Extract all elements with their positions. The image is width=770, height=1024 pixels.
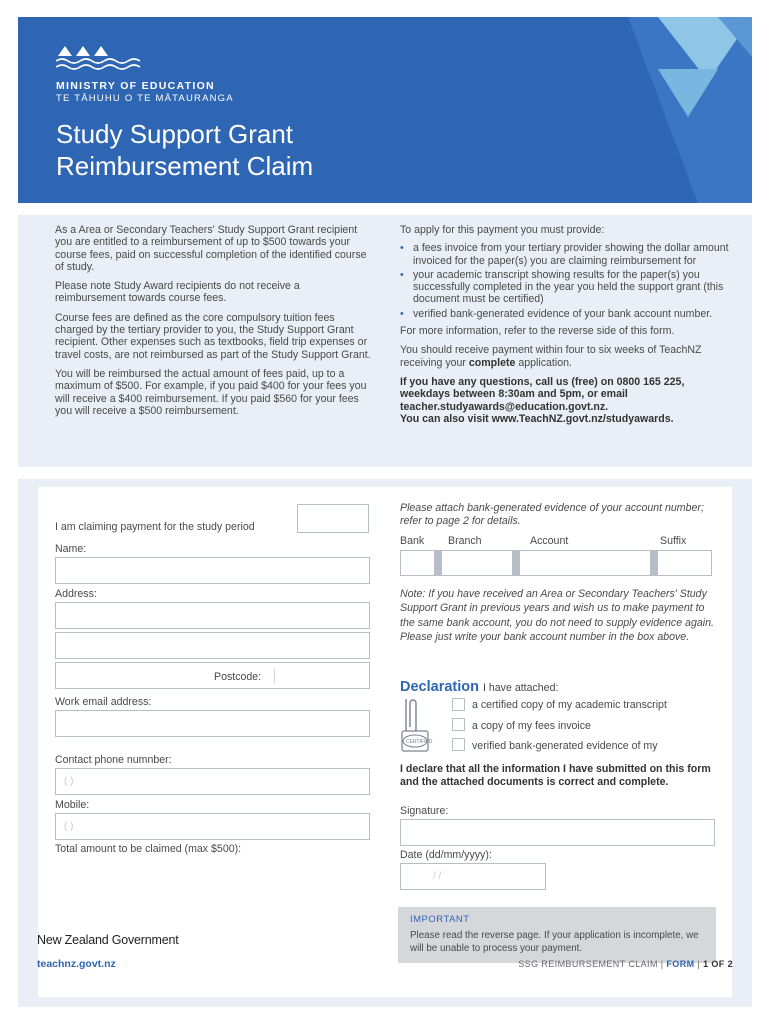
form-inner [38, 487, 732, 997]
info-left-column [55, 224, 373, 424]
ministry-logo-icon [56, 44, 146, 80]
bank-separator [435, 550, 441, 576]
transcript-label: a certified copy of my academic transcript [472, 699, 667, 711]
date-field[interactable] [400, 863, 546, 890]
intro-paragraph: Please note Study Award recipients do not receive a reimbursement towards course fees. [55, 280, 300, 305]
mobile-field[interactable] [55, 813, 370, 840]
bank-header: Bank [400, 535, 425, 547]
address-label: Address: [55, 588, 97, 600]
important-box [398, 907, 716, 963]
prior-account-note: Note: If you have received an Area or Secondary Teachers' Study Support Grant in previous years and wish us to make payment to the same bank account, you do not need to supply evidence again. Please just write your bank account number in the box above. [400, 588, 714, 644]
info-right-column [400, 224, 730, 425]
title-line-2: Reimbursement Claim [56, 151, 314, 181]
transcript-checkbox[interactable] [452, 698, 465, 711]
certified-stamp-text: CERTIFIED [406, 739, 433, 745]
suffix-header: Suffix [660, 535, 687, 547]
name-label: Name: [55, 543, 87, 555]
address-field-1[interactable] [55, 602, 370, 629]
signature-field[interactable] [400, 819, 715, 846]
form-panel [18, 479, 752, 1007]
requirement-item: • a fees invoice from your tertiary provider showing the dollar amount invoiced for the paper(s) you are claiming reimbursement for [400, 242, 729, 267]
contact-text: If you have any questions, call us (free) on 0800 165 225, weekdays between 8:30am and 5pm, or email teacher.studyawards@education.govt.nz. [400, 375, 685, 413]
intro-paragraph: Course fees are defined as the core compulsory tuition fees charged by the tertiary provider to you, the Study Support Grant recipient. Other expenses such as textbooks, field trip expenses or travel costs, are not reimbursed as part of the Study Support Grant. [55, 311, 371, 361]
work-email-label: Work email address: [55, 696, 152, 708]
signature-label: Signature: [400, 805, 449, 817]
intro-paragraph: You will be reimbursed the actual amount of fees paid, up to a maximum of $500. For example, if you paid $400 for your fees you will receive a $400 reimbursement. If you paid $560 for your fees you will receive a $500 reimbursement. [55, 367, 367, 417]
payment-timing-text: You should receive payment within four to six weeks of TeachNZ receiving your complete application. [400, 344, 702, 369]
postcode-label: Postcode: [214, 671, 262, 683]
total-amount-label: Total amount to be claimed (max $500): [55, 843, 242, 855]
study-period-field[interactable] [297, 504, 369, 533]
requirements-heading: To apply for this payment you must provide: [400, 224, 605, 236]
nz-government-logo: New Zealand Government [37, 933, 179, 947]
page-title [56, 118, 313, 182]
mobile-area-code: ( ) [64, 821, 74, 832]
invoice-checkbox[interactable] [452, 718, 465, 731]
declaration-heading: Declaration I have attached: [400, 679, 559, 695]
mobile-label: Mobile: [55, 799, 90, 811]
requirements-list [400, 242, 730, 320]
important-body: Please read the reverse page. If your application is incomplete, we will be unable to process your payment. [410, 930, 699, 954]
branch-header: Branch [448, 535, 482, 547]
study-period-label: I am claiming payment for the study period [55, 521, 255, 533]
declaration-statement: I declare that all the information I have submitted on this form and the attached documents is correct and complete. [400, 763, 711, 788]
paperclip-document-icon [396, 697, 436, 755]
header-banner [18, 17, 752, 203]
bank-separator [513, 550, 519, 576]
bank-number-field[interactable] [400, 550, 435, 576]
teachnz-link[interactable]: teachnz.govt.nz [37, 958, 116, 970]
invoice-label: a copy of my fees invoice [472, 720, 591, 732]
intro-paragraph: As a Area or Secondary Teachers' Study Support Grant recipient you are entitled to a reimbursement of up to $500 towards your course fees, paid on successful completion of the identified course of study. [55, 224, 367, 273]
address-field-2[interactable] [55, 632, 370, 659]
info-section [18, 215, 752, 467]
work-email-field[interactable] [55, 710, 370, 737]
account-number-field[interactable] [519, 550, 651, 576]
branch-number-field[interactable] [441, 550, 513, 576]
bullet-icon: • [400, 268, 404, 281]
important-title: IMPORTANT [410, 914, 470, 925]
bank-evidence-label: verified bank-generated evidence of my [472, 740, 658, 752]
name-field[interactable] [55, 557, 370, 584]
bank-evidence-note: Please attach bank-generated evidence of your account number; refer to page 2 for details. [400, 502, 704, 527]
contact-phone-label: Contact phone numnber: [55, 754, 172, 766]
date-separators: / / [433, 871, 442, 882]
account-header: Account [530, 535, 569, 547]
more-info-text: For more information, refer to the reverse side of this form. [400, 325, 675, 338]
visit-text: You can also visit www.TeachNZ.govt.nz/studyawards. [400, 412, 674, 425]
bullet-icon: • [400, 307, 404, 320]
address-field-3[interactable] [55, 662, 370, 689]
suffix-field[interactable] [657, 550, 712, 576]
requirement-item: • your academic transcript showing results for the paper(s) you successfully completed in the year you held the support grant (this document must be certified) [400, 268, 724, 306]
form-page [18, 17, 752, 1007]
ministry-subtitle: TE TĀHUHU O TE MĀTAURANGA [56, 93, 234, 104]
title-line-1: Study Support Grant [56, 119, 294, 149]
contact-phone-area-code: ( ) [64, 776, 74, 787]
footer-form-info: SSG REIMBURSEMENT CLAIM | FORM | 1 OF 2 [518, 959, 733, 969]
bullet-icon: • [400, 242, 404, 255]
ministry-name: MINISTRY OF EDUCATION [56, 80, 215, 92]
postcode-divider [274, 669, 275, 683]
date-label: Date (dd/mm/yyyy): [400, 849, 492, 861]
requirement-item: • verified bank-generated evidence of your bank account number. [400, 307, 713, 320]
bank-evidence-checkbox[interactable] [452, 738, 465, 751]
bank-separator [651, 550, 657, 576]
contact-phone-field[interactable] [55, 768, 370, 795]
